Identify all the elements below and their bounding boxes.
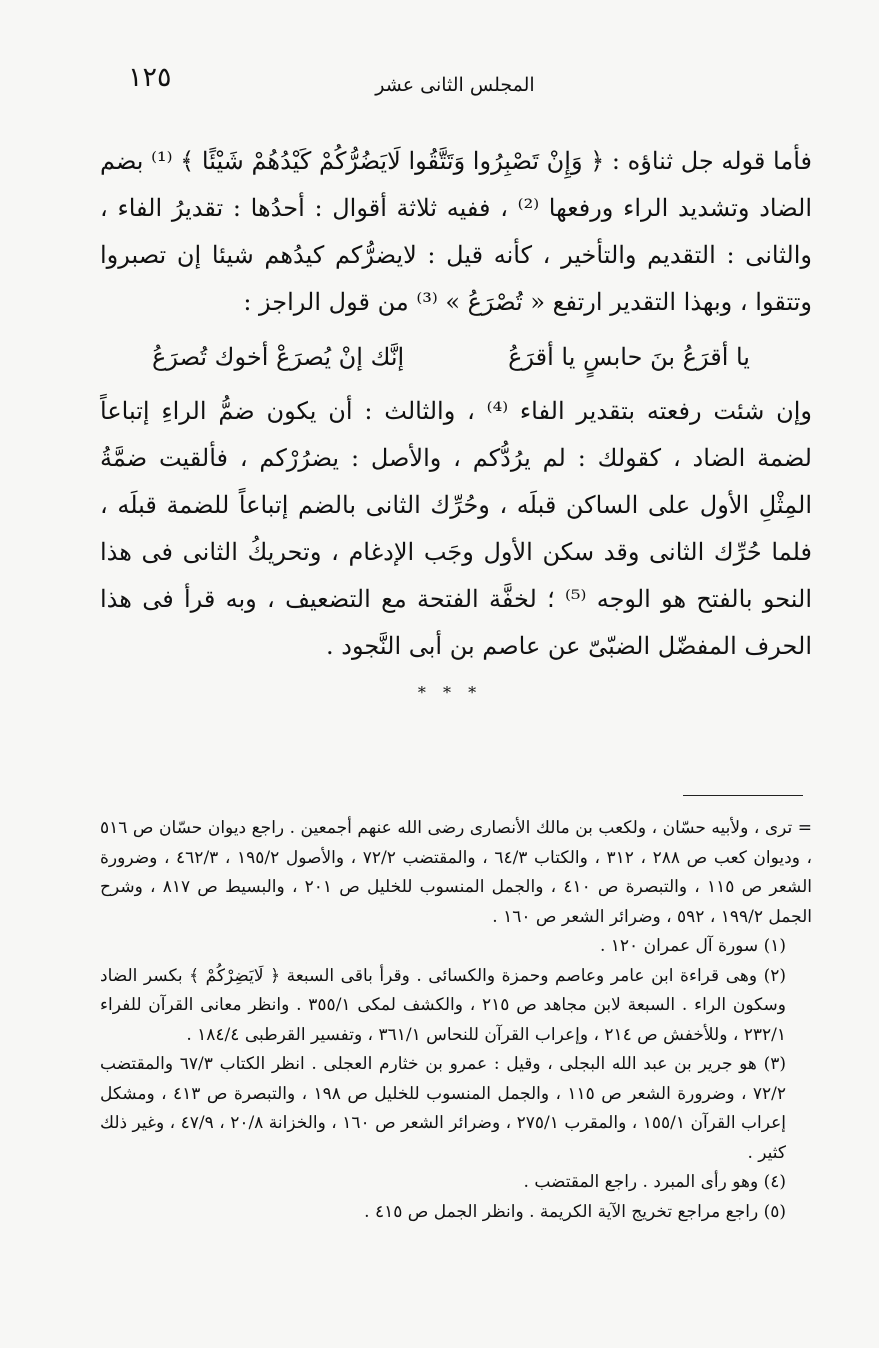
footnote-5: (٥) راجع مراجع تخريج الآية الكريمة . وانظر الجمل ص ٤١٥ . (364, 1201, 786, 1222)
running-title: المجلس الثانى عشر (375, 74, 535, 96)
footnote-1: (١) سورة آل عمران ١٢٠ . (599, 936, 786, 956)
verse-line (100, 326, 812, 388)
footnote-3: (٣) هو جرير بن عبد الله البجلى ، وقيل : عمرو بن خثارم العجلى . انظر الكتاب ٦٧/٣ والمقتضب ٧٢/٢ ، وضرورة الشعر ص ١١٥ ، والجمل المنسوب للخليل ص ١٩٨ ، والتبصرة ص ٤١٣ ، ومشكل إعراب القرآن ١٥٥/١ ، والمقرب ٢٧٥/١ ، وضرائر الشعر ص ١٦٠ ، والخزانة ٢٠/٨ ، ٤٧/٩ ، وغير ذلك كثير . (100, 1054, 787, 1163)
verse-hemistich-1: يا أقرَعُ بنَ حابسٍ يا أقرَعُ (508, 343, 750, 371)
verse-hemistich-2: إنَّك إنْ يُصرَعْ أخوك تُصرَعُ (152, 343, 405, 371)
paragraph-1: فأما قوله جل ثناؤه : ﴿ وَإِنْ تَصْبِرُوا وَتَتَّقُوا لَايَضُرُّكُمْ كَيْدُهُمْ شَيْئًا ﴾ ⁽¹⁾ بضم الضاد وتشديد الراء ورفعها ⁽²⁾ ، ففيه ثلاثة أقوال : أحدُها : تقديرُ الفاء ، والثانى : التقديم والتأخير ، كأنه قيل : لايضرُّكم كيدُهم شيئا إن تصبروا وتتقوا ، وبهذا التقدير ارتفع « تُصْرَعُ » ⁽³⁾ من قول الراجز : (100, 147, 812, 316)
page-number: ١٢٥ (128, 62, 172, 93)
paragraph-2: وإن شئت رفعته بتقدير الفاء ⁽⁴⁾ ، والثالث : أن يكون ضمُّ الراءِ إتباعاً لضمة الضاد ، كقولك : لم يرُدُّكم ، والأصل : يضرُرْكم ، فألقيت ضمَّةُ المِثْلِ الأول على الساكن قبلَه ، وحُرِّك الثانى بالضم إتباعاً للضمة قبلَه ، فلما حُرِّك الثانى وقد سكن الأول وجَب الإدغام ، وتحريكُ الثانى فى هذا النحو بالفتح هو الوجه ⁽⁵⁾ ؛ لخفَّة الفتحة مع التضعيف ، وبه قرأ فى هذا الحرف المفضّل الضبّىّ عن عاصم بن أبى النَّجود . (100, 397, 813, 660)
section-separator: * * * (417, 683, 483, 702)
footnote-rule (683, 795, 803, 796)
footnotes (100, 814, 812, 1227)
main-text (100, 138, 812, 670)
footnote-continuation: = ترى ، ولأبيه حسّان ، ولكعب بن مالك الأنصارى رضى الله عنهم أجمعين . راجع ديوان حسّان ص ٥١٦ ، وديوان كعب ص ٢٨٨ ، ٣١٢ ، والكتاب ٦٤/٣ ، والمقتضب ٧٢/٢ ، والأصول ١٩٥/٢ ، ٤٦٢/٣ ، وضرورة الشعر ص ١١٥ ، والتبصرة ص ٤١٠ ، والجمل المنسوب للخليل ص ٢٠١ ، والبسيط ص ٨١٧ ، وشرح الجمل ١٩٩/٢ ، ٥٩٢ ، وضرائر الشعر ص ١٦٠ . (100, 818, 812, 927)
footnote-4: (٤) وهو رأى المبرد . راجع المقتضب . (523, 1172, 786, 1192)
footnote-2: (٢) وهى قراءة ابن عامر وعاصم وحمزة والكسائى . وقرأ باقى السبعة ﴿ لَايَضِرْكُمْ ﴾ بكسر الضاد وسكون الراء . السبعة لابن مجاهد ص ٢١٥ ، والكشف لمكى ٣٥٥/١ . وانظر معانى القرآن للفراء ٢٣٢/١ ، وللأخفش ص ٢١٤ ، وإعراب القرآن للنحاس ٣٦١/١ ، وتفسير القرطبى ١٨٤/٤ . (100, 965, 786, 1045)
